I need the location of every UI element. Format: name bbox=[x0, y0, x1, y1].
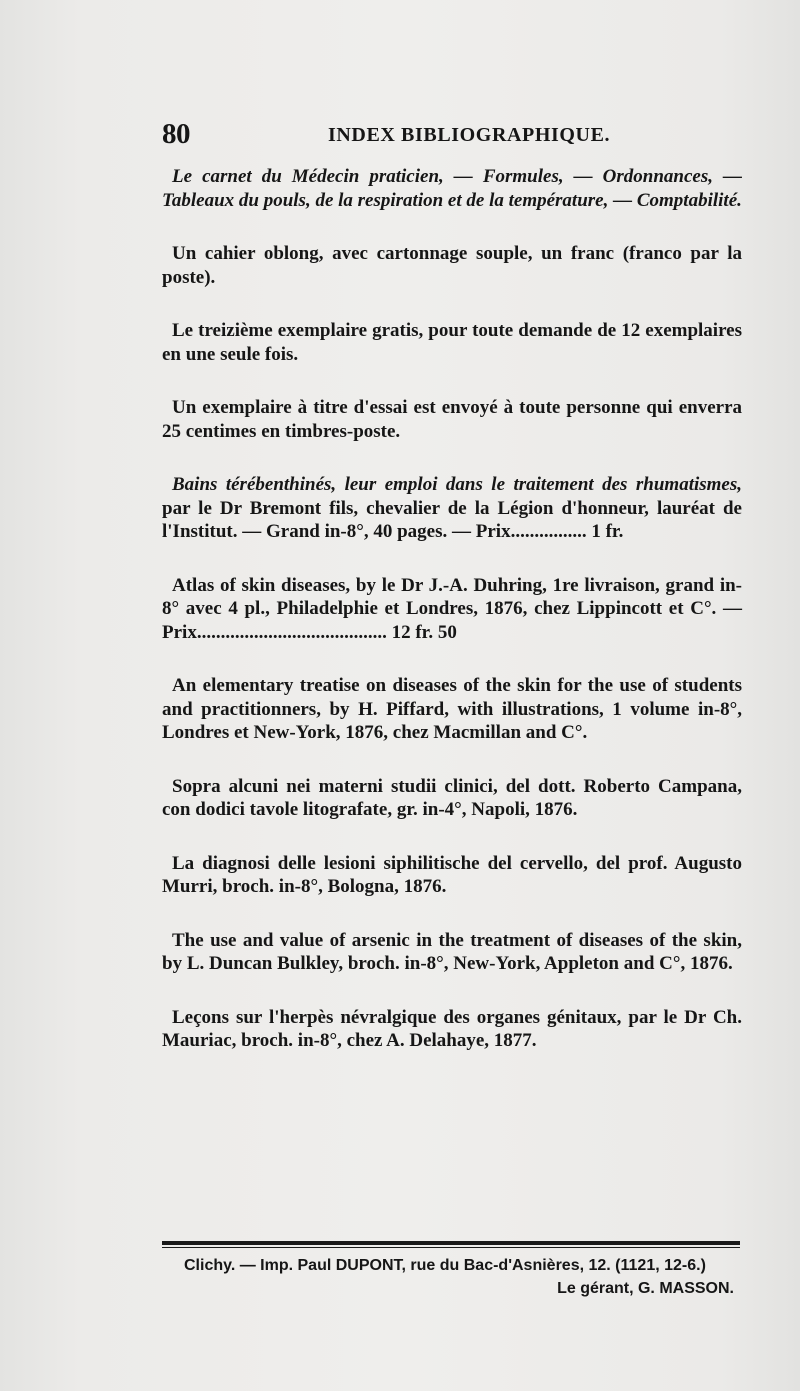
entry-text: par le Dr Bremont fils, chevalier de la Légion d'honneur, lauréat de l'Institut. — Grand in-8°, 40 pages. — Prix................ 1 fr. bbox=[162, 497, 742, 542]
bibliography-entry bbox=[162, 396, 742, 443]
entry-text: Un cahier oblong, avec cartonnage souple, un franc (franco par la poste). bbox=[162, 243, 742, 288]
bibliography-entry bbox=[162, 574, 742, 645]
page-number: 80 bbox=[162, 118, 190, 150]
entry-text: Un exemplaire à titre d'essai est envoyé à toute personne qui enverra 25 centimes en timbres-poste. bbox=[162, 397, 742, 442]
entry-text: Sopra alcuni nei materni studii clinici, del dott. Roberto Campana, con dodici tavole litografate, gr. in-4°, Napoli, 1876. bbox=[162, 775, 742, 820]
bibliography-list bbox=[162, 165, 742, 1083]
bibliography-entry bbox=[162, 674, 742, 745]
bibliography-entry bbox=[162, 852, 742, 899]
printer-imprint bbox=[184, 1254, 740, 1300]
bibliography-entry bbox=[162, 1006, 742, 1053]
entry-text: Leçons sur l'herpès névralgique des organes génitaux, par le Dr Ch. Mauriac, broch. in-8°, chez A. Delahaye, 1877. bbox=[162, 1006, 742, 1051]
entry-text: Atlas of skin diseases, by le Dr J.-A. Duhring, 1re livraison, grand in-8° avec 4 pl., Philadelphie et Londres, 1876, chez Lippincott et C°. — Prix........................................ 12 fr. 50 bbox=[162, 574, 742, 643]
footer-rule bbox=[162, 1241, 740, 1245]
bibliography-entry bbox=[162, 775, 742, 822]
entry-text: Le treizième exemplaire gratis, pour toute demande de 12 exemplaires en une seule fois. bbox=[162, 320, 742, 365]
bibliography-entry bbox=[162, 165, 742, 212]
imprint-printer: Clichy. — Imp. Paul DUPONT, rue du Bac-d'Asnières, 12. (1121, 12-6.) bbox=[184, 1257, 706, 1274]
entry-title: Le carnet du Médecin praticien, — Formules, — Ordonnances, — Tableaux du pouls, de la respiration et de la température, — Comptabilité. bbox=[162, 166, 742, 211]
entry-title: Bains térébenthinés, leur emploi dans le traitement des rhumatismes, bbox=[172, 474, 742, 495]
page-header bbox=[162, 118, 742, 152]
bibliography-entry bbox=[162, 473, 742, 544]
bibliography-entry bbox=[162, 319, 742, 366]
bibliography-entry bbox=[162, 242, 742, 289]
running-title: INDEX BIBLIOGRAPHIQUE. bbox=[328, 124, 611, 146]
imprint-manager: Le gérant, G. MASSON. bbox=[557, 1280, 734, 1297]
entry-text: La diagnosi delle lesioni siphilitische del cervello, del prof. Augusto Murri, broch. in-8°, Bologna, 1876. bbox=[162, 852, 742, 897]
bibliography-entry bbox=[162, 929, 742, 976]
entry-text: An elementary treatise on diseases of the skin for the use of students and practitionners, by H. Piffard, with illustrations, 1 volume in-8°, Londres et New-York, 1876, chez Macmillan and C°. bbox=[162, 675, 742, 743]
entry-text: The use and value of arsenic in the treatment of diseases of the skin, by L. Duncan Bulkley, broch. in-8°, New-York, Appleton and C°, 1876. bbox=[162, 929, 742, 974]
